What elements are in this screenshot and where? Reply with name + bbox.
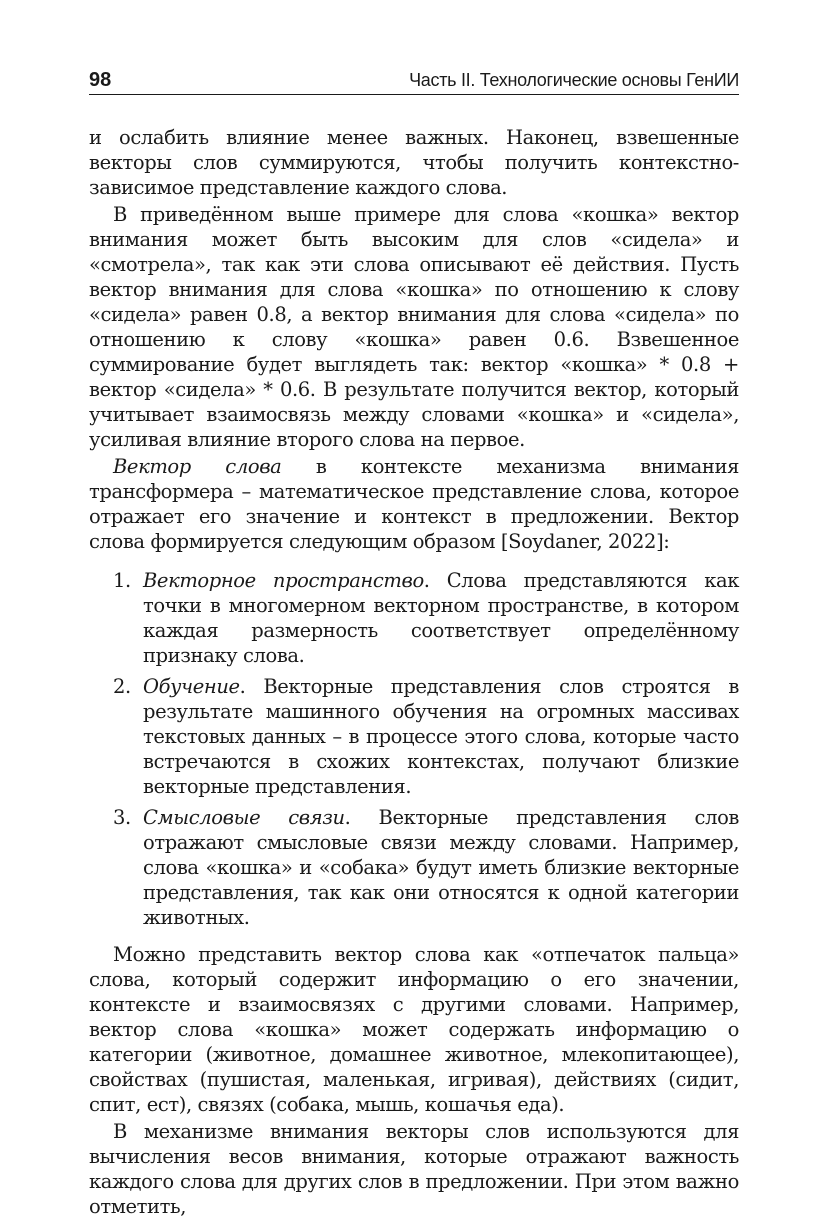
list-item-term: Обучение <box>143 675 240 698</box>
book-page <box>89 64 739 1221</box>
list-item <box>89 674 739 799</box>
term-word-vector: Вектор слова <box>113 455 282 478</box>
list-item-term: Векторное пространство <box>143 569 424 592</box>
list-item <box>89 805 739 930</box>
list-item-term: Смысловые связи <box>143 806 345 829</box>
paragraph-fingerprint <box>89 942 739 1117</box>
running-title: Часть II. Технологические основы ГенИИ <box>409 70 739 90</box>
page-number: 98 <box>89 69 112 91</box>
list-item-number: 2. <box>113 675 131 698</box>
paragraph-text: В механизме внимания векторы слов используются для вычисления весов внимания, которые отражают важность каждого слова для других слов в предложении. При этом важно отметить, <box>89 1120 739 1218</box>
list-item-text: . Слова представляются как точки в многомерном векторном пространстве, в котором каждая размерность соответствует определённому признаку слова. <box>143 569 740 667</box>
list-item-text: . Векторные представления слов отражают смысловые связи между словами. Например, слова «кошка» и «собака» будут иметь близкие векторные представления, так как они относятся к одной категории животных. <box>143 806 739 929</box>
paragraph-attention-weights <box>89 1119 739 1219</box>
paragraph-text: Можно представить вектор слова как «отпечаток пальца» слова, который содержит информацию о его значении, контексте и взаимосвязях с другими словами. Например, вектор слова «кошка» может содержать информацию о категории (животное, домашнее животное, млекопитающее), свойствах (пушистая, маленькая, игривая), действиях (сидит, спит, ест), связях (собака, мышь, кошачья еда). <box>89 943 739 1116</box>
paragraph-continuation <box>89 125 739 200</box>
word-vector-list <box>89 568 739 930</box>
page-header <box>89 64 739 95</box>
paragraph-text: и ослабить влияние менее важных. Наконец, взвешенные векторы слов суммируются, чтобы получить контекстно-зависимое представление каждого слова. <box>89 126 739 199</box>
paragraph-text: в контексте механизма внимания трансформера – математическое представление слова, которое отражает его значение и контекст в предложении. Вектор слова формируется следующим образом [Soydaner, 2022]: <box>89 455 739 553</box>
page-body <box>89 125 739 1219</box>
list-item-number: 1. <box>113 569 131 592</box>
paragraph-attention-example <box>89 202 739 452</box>
list-item-number: 3. <box>113 806 131 829</box>
list-item-text: . Векторные представления слов строятся в результате машинного обучения на огромных массивах текстовых данных – в процессе этого слова, которые часто встречаются в схожих контекстах, получают близкие векторные представления. <box>143 675 739 798</box>
paragraph-word-vector-definition <box>89 454 739 554</box>
list-item <box>89 568 739 668</box>
paragraph-text: В приведённом выше примере для слова «кошка» вектор внимания может быть высоким для слов «сидела» и «смотрела», так как эти слова описывают её действия. Пусть вектор внимания для слова «кошка» по отношению к слову «сидела» равен 0.8, а вектор внимания для слова «сидела» по отношению к слову «кошка» равен 0.6. Взвешенное суммирование будет выглядеть так: вектор «кошка» * 0.8 + вектор «сидела» * 0.6. В результате получится вектор, который учитывает взаимосвязь между словами «кошка» и «сидела», усиливая влияние второго слова на первое. <box>89 203 739 451</box>
